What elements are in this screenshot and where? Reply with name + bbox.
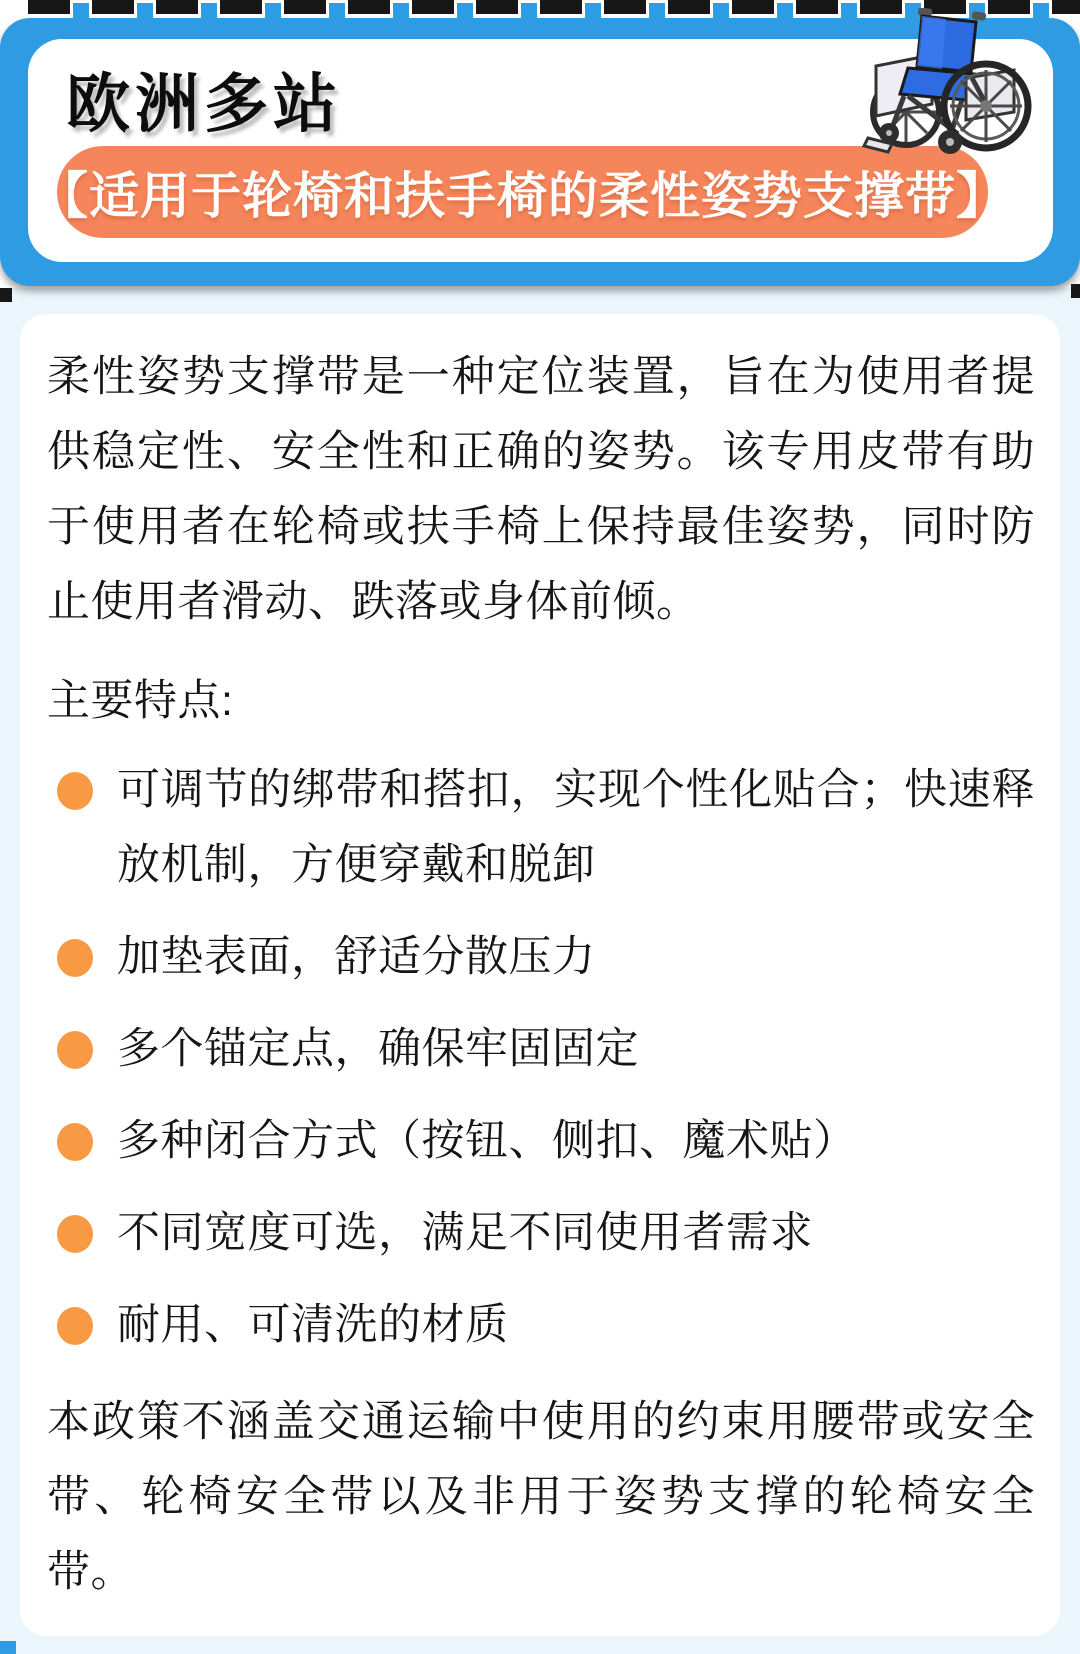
page-title: 欧洲多站	[66, 68, 342, 140]
feature-item	[47, 1196, 1035, 1271]
features-list	[47, 753, 1035, 1363]
feature-item	[47, 920, 1035, 995]
feature-item	[47, 1288, 1035, 1363]
feature-item	[47, 753, 1035, 903]
header	[0, 0, 1080, 288]
bullet-icon	[57, 1031, 93, 1069]
bullet-icon	[57, 1307, 93, 1345]
bullet-icon	[57, 1215, 93, 1253]
perforation-remnant-right	[1071, 284, 1080, 298]
intro-paragraph: 柔性姿势支撑带是一种定位装置，旨在为使用者提供稳定性、安全性和正确的姿势。该专用皮带有助于使用者在轮椅或扶手椅上保持最佳姿势，同时防止使用者滑动、跌落或身体前倾。	[47, 353, 1035, 626]
bullet-icon	[57, 1123, 93, 1161]
subtitle-banner	[38, 146, 1007, 238]
feature-item	[47, 1104, 1035, 1179]
feature-text: 多个锚定点，确保牢固固定	[117, 1025, 639, 1073]
feature-text: 加垫表面，舒适分散压力	[117, 933, 596, 981]
wheelchair-icon	[862, 8, 1042, 158]
feature-text: 多种闭合方式（按钮、侧扣、魔术贴）	[117, 1117, 857, 1165]
disclaimer-paragraph: 本政策不涵盖交通运输中使用的约束用腰带或安全带、轮椅安全带以及非用于姿势支撑的轮椅安全带。	[47, 1398, 1035, 1596]
frame-remnant-bottom-left	[0, 1641, 16, 1654]
feature-text: 不同宽度可选，满足不同使用者需求	[117, 1209, 813, 1257]
content-card	[20, 314, 1060, 1636]
bullet-icon	[57, 772, 93, 810]
features-heading: 主要特点:	[47, 677, 234, 725]
perforation-remnant-left	[0, 288, 12, 302]
feature-item	[47, 1012, 1035, 1087]
subtitle-text: 【适用于轮椅和扶手椅的柔性姿势支撑带】	[38, 168, 1007, 224]
feature-text: 耐用、可清洗的材质	[117, 1301, 509, 1349]
bullet-icon	[57, 939, 93, 977]
feature-text: 可调节的绑带和搭扣，实现个性化贴合；快速释放机制，方便穿戴和脱卸	[117, 766, 1035, 889]
